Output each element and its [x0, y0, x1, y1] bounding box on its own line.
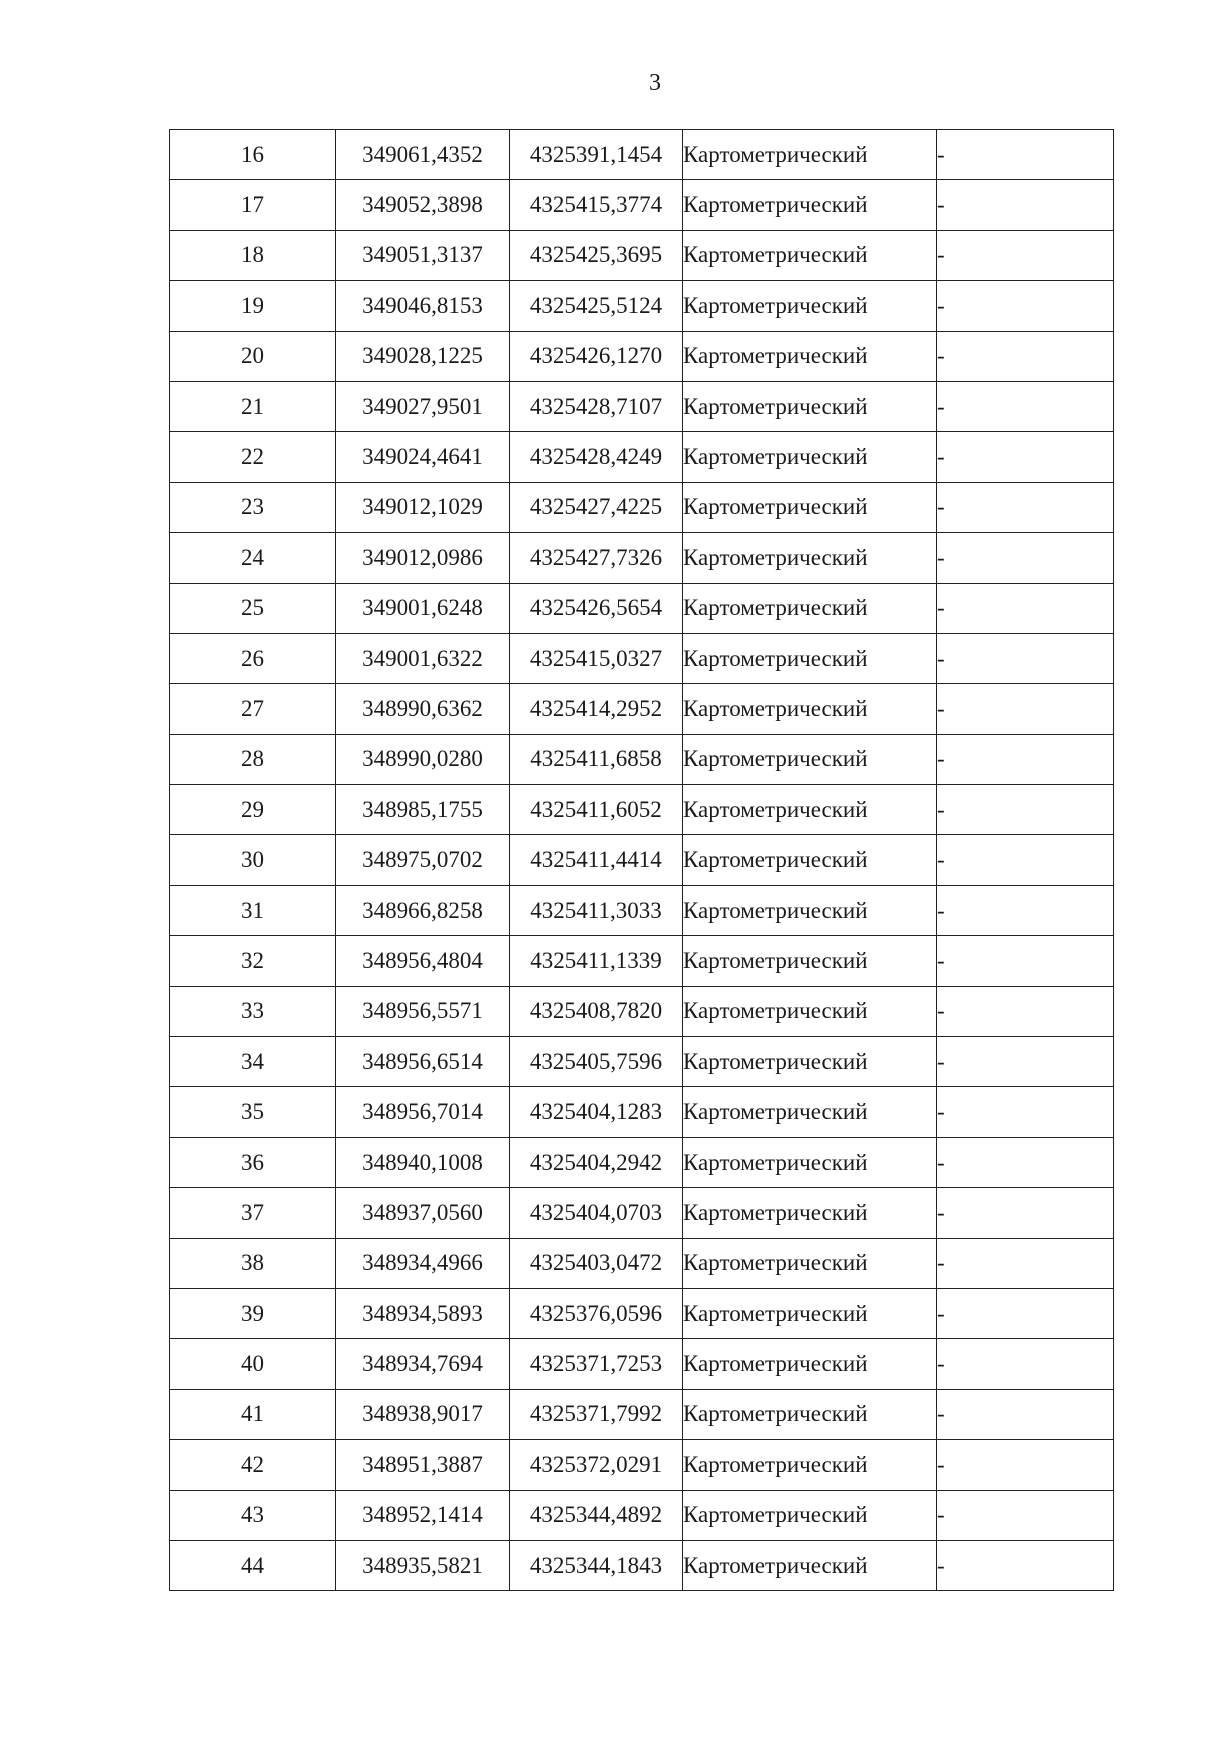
point-number-cell: 35 [170, 1087, 336, 1137]
y-coordinate-cell: 4325427,7326 [510, 533, 683, 583]
method-cell: Картометрический [683, 633, 937, 683]
x-coordinate-cell: 349012,0986 [336, 533, 510, 583]
method-cell: Картометрический [683, 180, 937, 230]
method-cell: Картометрический [683, 936, 937, 986]
table-row [170, 1137, 1114, 1187]
method-cell: Картометрический [683, 1339, 937, 1389]
table-row [170, 432, 1114, 482]
y-coordinate-cell: 4325411,6052 [510, 785, 683, 835]
method-cell: Картометрический [683, 684, 937, 734]
note-cell: - [937, 1087, 1114, 1137]
point-number-cell: 34 [170, 1037, 336, 1087]
point-number-cell: 17 [170, 180, 336, 230]
x-coordinate-cell: 348985,1755 [336, 785, 510, 835]
table-row [170, 1490, 1114, 1540]
point-number-cell: 42 [170, 1440, 336, 1490]
y-coordinate-cell: 4325411,3033 [510, 885, 683, 935]
note-cell: - [937, 432, 1114, 482]
method-cell: Картометрический [683, 281, 937, 331]
table-row [170, 583, 1114, 633]
point-number-cell: 18 [170, 230, 336, 280]
table-row [170, 633, 1114, 683]
x-coordinate-cell: 349027,9501 [336, 381, 510, 431]
x-coordinate-cell: 348956,5571 [336, 986, 510, 1036]
table-row [170, 130, 1114, 180]
coordinates-table-body [170, 130, 1114, 1591]
y-coordinate-cell: 4325415,0327 [510, 633, 683, 683]
note-cell: - [937, 482, 1114, 532]
x-coordinate-cell: 349051,3137 [336, 230, 510, 280]
y-coordinate-cell: 4325404,0703 [510, 1188, 683, 1238]
note-cell: - [937, 633, 1114, 683]
method-cell: Картометрический [683, 986, 937, 1036]
note-cell: - [937, 1238, 1114, 1288]
x-coordinate-cell: 348940,1008 [336, 1137, 510, 1187]
point-number-cell: 19 [170, 281, 336, 331]
x-coordinate-cell: 349046,8153 [336, 281, 510, 331]
x-coordinate-cell: 349028,1225 [336, 331, 510, 381]
point-number-cell: 21 [170, 381, 336, 431]
y-coordinate-cell: 4325408,7820 [510, 986, 683, 1036]
x-coordinate-cell: 348935,5821 [336, 1540, 510, 1590]
note-cell: - [937, 180, 1114, 230]
note-cell: - [937, 734, 1114, 784]
point-number-cell: 30 [170, 835, 336, 885]
method-cell: Картометрический [683, 1137, 937, 1187]
table-row [170, 1540, 1114, 1590]
table-row [170, 734, 1114, 784]
method-cell: Картометрический [683, 381, 937, 431]
x-coordinate-cell: 348956,7014 [336, 1087, 510, 1137]
x-coordinate-cell: 349052,3898 [336, 180, 510, 230]
y-coordinate-cell: 4325344,4892 [510, 1490, 683, 1540]
x-coordinate-cell: 348966,8258 [336, 885, 510, 935]
point-number-cell: 24 [170, 533, 336, 583]
y-coordinate-cell: 4325403,0472 [510, 1238, 683, 1288]
point-number-cell: 38 [170, 1238, 336, 1288]
method-cell: Картометрический [683, 1037, 937, 1087]
method-cell: Картометрический [683, 835, 937, 885]
point-number-cell: 43 [170, 1490, 336, 1540]
point-number-cell: 44 [170, 1540, 336, 1590]
table-row [170, 381, 1114, 431]
method-cell: Картометрический [683, 1087, 937, 1137]
method-cell: Картометрический [683, 885, 937, 935]
table-row [170, 1037, 1114, 1087]
y-coordinate-cell: 4325405,7596 [510, 1037, 683, 1087]
point-number-cell: 29 [170, 785, 336, 835]
method-cell: Картометрический [683, 230, 937, 280]
table-row [170, 1288, 1114, 1338]
y-coordinate-cell: 4325391,1454 [510, 130, 683, 180]
x-coordinate-cell: 348934,7694 [336, 1339, 510, 1389]
point-number-cell: 31 [170, 885, 336, 935]
point-number-cell: 39 [170, 1288, 336, 1338]
y-coordinate-cell: 4325425,5124 [510, 281, 683, 331]
x-coordinate-cell: 348934,4966 [336, 1238, 510, 1288]
coordinates-table [169, 129, 1114, 1591]
x-coordinate-cell: 348990,6362 [336, 684, 510, 734]
x-coordinate-cell: 349001,6322 [336, 633, 510, 683]
table-row [170, 986, 1114, 1036]
point-number-cell: 37 [170, 1188, 336, 1238]
point-number-cell: 26 [170, 633, 336, 683]
method-cell: Картометрический [683, 1389, 937, 1439]
table-row [170, 1339, 1114, 1389]
y-coordinate-cell: 4325427,4225 [510, 482, 683, 532]
y-coordinate-cell: 4325404,1283 [510, 1087, 683, 1137]
x-coordinate-cell: 348956,4804 [336, 936, 510, 986]
note-cell: - [937, 885, 1114, 935]
note-cell: - [937, 1490, 1114, 1540]
x-coordinate-cell: 348951,3887 [336, 1440, 510, 1490]
method-cell: Картометрический [683, 533, 937, 583]
note-cell: - [937, 936, 1114, 986]
y-coordinate-cell: 4325371,7992 [510, 1389, 683, 1439]
x-coordinate-cell: 348938,9017 [336, 1389, 510, 1439]
method-cell: Картометрический [683, 331, 937, 381]
table-row [170, 230, 1114, 280]
point-number-cell: 22 [170, 432, 336, 482]
x-coordinate-cell: 348937,0560 [336, 1188, 510, 1238]
x-coordinate-cell: 348975,0702 [336, 835, 510, 885]
point-number-cell: 33 [170, 986, 336, 1036]
y-coordinate-cell: 4325411,4414 [510, 835, 683, 885]
method-cell: Картометрический [683, 734, 937, 784]
point-number-cell: 25 [170, 583, 336, 633]
y-coordinate-cell: 4325415,3774 [510, 180, 683, 230]
point-number-cell: 28 [170, 734, 336, 784]
y-coordinate-cell: 4325404,2942 [510, 1137, 683, 1187]
note-cell: - [937, 1037, 1114, 1087]
note-cell: - [937, 684, 1114, 734]
note-cell: - [937, 130, 1114, 180]
note-cell: - [937, 1288, 1114, 1338]
method-cell: Картометрический [683, 130, 937, 180]
note-cell: - [937, 230, 1114, 280]
table-row [170, 482, 1114, 532]
note-cell: - [937, 1137, 1114, 1187]
point-number-cell: 32 [170, 936, 336, 986]
method-cell: Картометрический [683, 1540, 937, 1590]
note-cell: - [937, 1440, 1114, 1490]
method-cell: Картометрический [683, 482, 937, 532]
x-coordinate-cell: 348956,6514 [336, 1037, 510, 1087]
table-row [170, 1238, 1114, 1288]
note-cell: - [937, 281, 1114, 331]
table-row [170, 1087, 1114, 1137]
y-coordinate-cell: 4325372,0291 [510, 1440, 683, 1490]
note-cell: - [937, 583, 1114, 633]
table-row [170, 885, 1114, 935]
method-cell: Картометрический [683, 1288, 937, 1338]
x-coordinate-cell: 348952,1414 [336, 1490, 510, 1540]
note-cell: - [937, 1389, 1114, 1439]
method-cell: Картометрический [683, 1440, 937, 1490]
y-coordinate-cell: 4325426,1270 [510, 331, 683, 381]
table-row [170, 936, 1114, 986]
table-row [170, 1188, 1114, 1238]
point-number-cell: 41 [170, 1389, 336, 1439]
x-coordinate-cell: 348990,0280 [336, 734, 510, 784]
note-cell: - [937, 533, 1114, 583]
y-coordinate-cell: 4325371,7253 [510, 1339, 683, 1389]
y-coordinate-cell: 4325428,7107 [510, 381, 683, 431]
point-number-cell: 20 [170, 331, 336, 381]
table-row [170, 180, 1114, 230]
x-coordinate-cell: 349024,4641 [336, 432, 510, 482]
method-cell: Картометрический [683, 1188, 937, 1238]
note-cell: - [937, 1339, 1114, 1389]
y-coordinate-cell: 4325414,2952 [510, 684, 683, 734]
note-cell: - [937, 331, 1114, 381]
table-row [170, 684, 1114, 734]
table-row [170, 281, 1114, 331]
table-row [170, 1389, 1114, 1439]
y-coordinate-cell: 4325428,4249 [510, 432, 683, 482]
x-coordinate-cell: 348934,5893 [336, 1288, 510, 1338]
note-cell: - [937, 381, 1114, 431]
y-coordinate-cell: 4325411,1339 [510, 936, 683, 986]
x-coordinate-cell: 349001,6248 [336, 583, 510, 633]
table-row [170, 785, 1114, 835]
method-cell: Картометрический [683, 432, 937, 482]
x-coordinate-cell: 349061,4352 [336, 130, 510, 180]
method-cell: Картометрический [683, 583, 937, 633]
note-cell: - [937, 1188, 1114, 1238]
note-cell: - [937, 835, 1114, 885]
method-cell: Картометрический [683, 1238, 937, 1288]
method-cell: Картометрический [683, 785, 937, 835]
table-row [170, 533, 1114, 583]
page-number: 3 [649, 70, 661, 96]
y-coordinate-cell: 4325376,0596 [510, 1288, 683, 1338]
point-number-cell: 40 [170, 1339, 336, 1389]
table-row [170, 835, 1114, 885]
y-coordinate-cell: 4325426,5654 [510, 583, 683, 633]
point-number-cell: 36 [170, 1137, 336, 1187]
table-row [170, 331, 1114, 381]
point-number-cell: 16 [170, 130, 336, 180]
note-cell: - [937, 986, 1114, 1036]
point-number-cell: 23 [170, 482, 336, 532]
y-coordinate-cell: 4325425,3695 [510, 230, 683, 280]
y-coordinate-cell: 4325411,6858 [510, 734, 683, 784]
method-cell: Картометрический [683, 1490, 937, 1540]
note-cell: - [937, 785, 1114, 835]
note-cell: - [937, 1540, 1114, 1590]
y-coordinate-cell: 4325344,1843 [510, 1540, 683, 1590]
point-number-cell: 27 [170, 684, 336, 734]
table-row [170, 1440, 1114, 1490]
x-coordinate-cell: 349012,1029 [336, 482, 510, 532]
